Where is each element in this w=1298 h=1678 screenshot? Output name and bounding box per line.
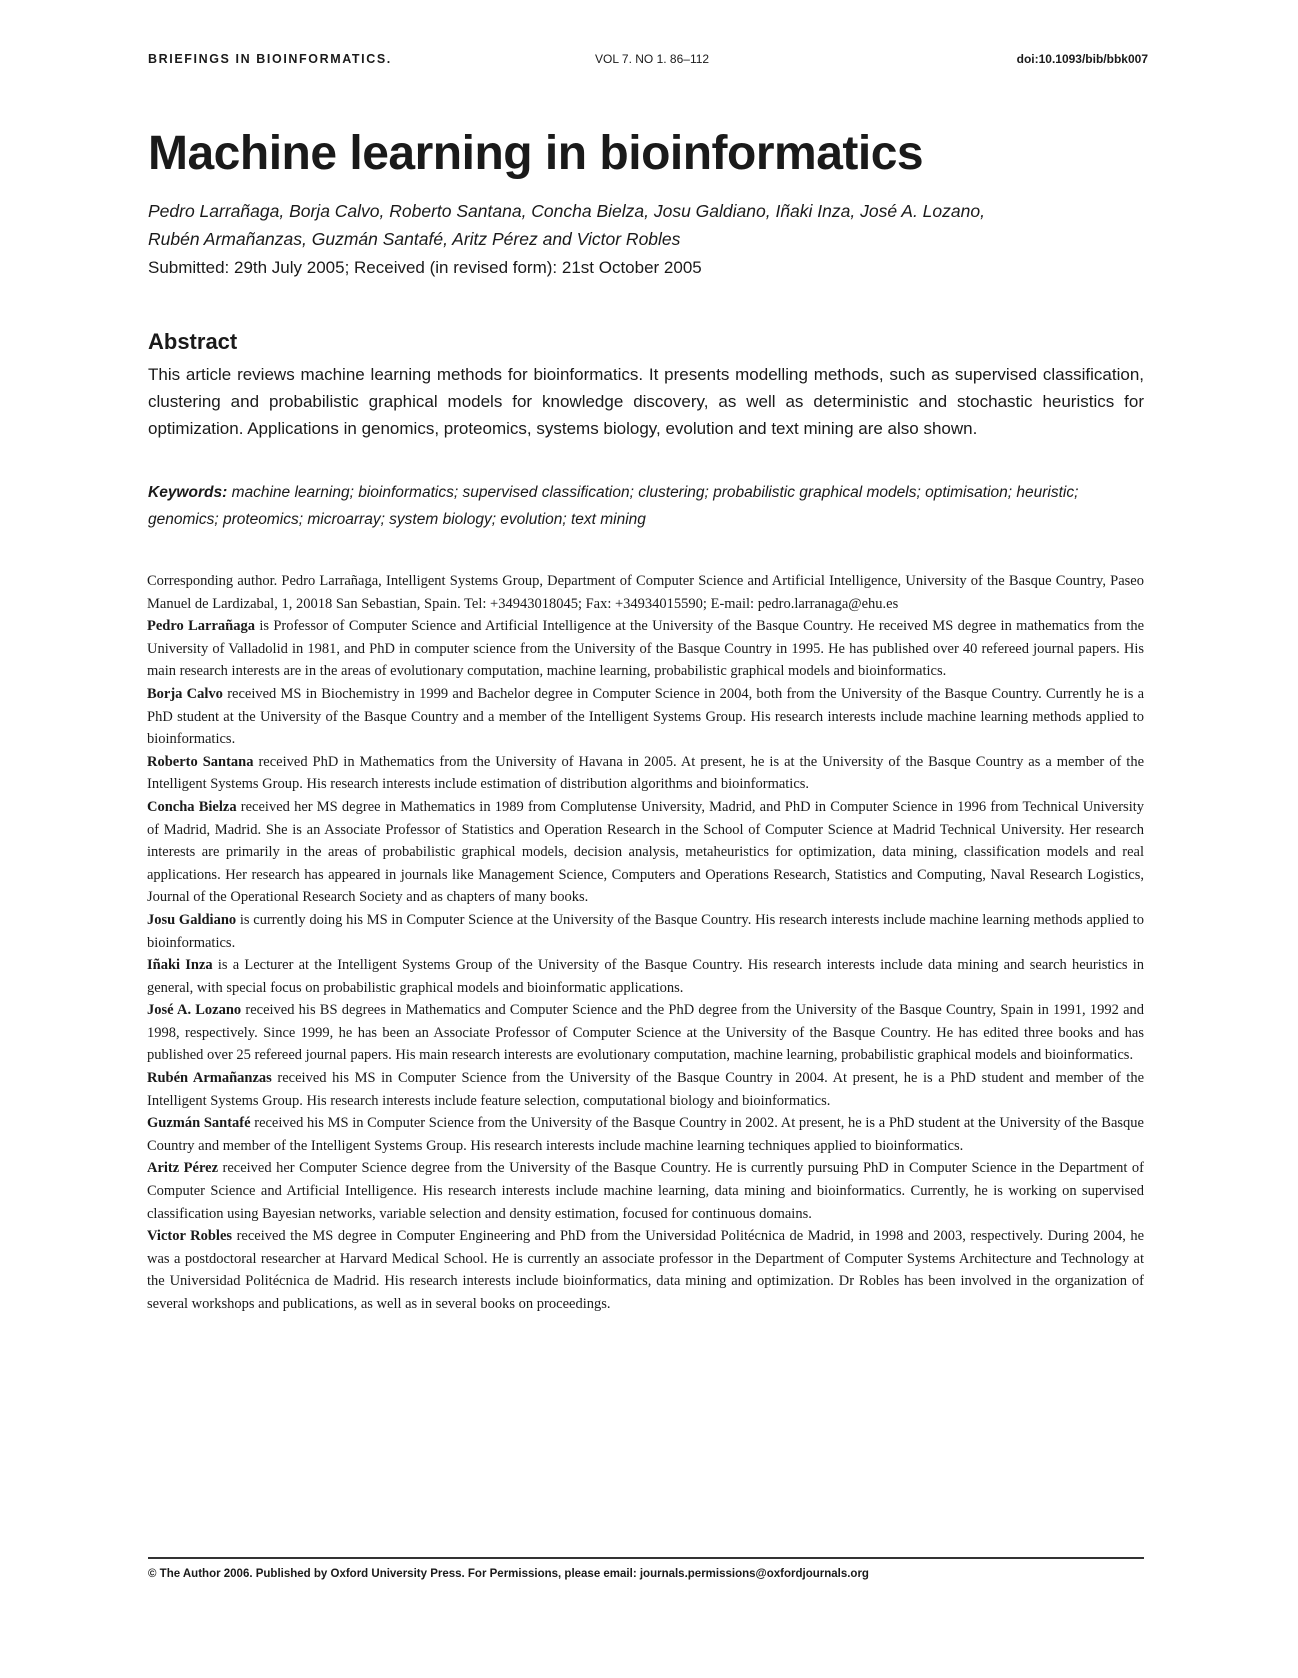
footer-rule [148,1557,1144,1559]
copyright-notice: © The Author 2006. Published by Oxford University Press. For Permissions, please email: journals.permissions@oxfordjournals.org [148,1568,869,1580]
bio-text: is a Lecturer at the Intelligent Systems Group of the University of the Basque Country. His research interests include data mining and search heuristics in general, with special focus on probabilistic graphical models and bioinformatic applications. [147,957,1145,996]
bio-text: received her Computer Science degree from the University of the Basque Country. He is currently pursuing PhD in Computer Science in the Department of Computer Science and Artificial Intelligence. His research interests include machine learning, data mining and bioinformatics. Currently, he is working on supervised classification using Bayesian networks, variable selection and density estimation, focused for continuous domains. [147,1160,1144,1222]
bio-name: Aritz Pérez [147,1160,219,1177]
abstract-text: This article reviews machine learning methods for bioinformatics. It presents modelling methods, such as supervised classification, clustering and probabilistic graphical models for knowledge discovery, as well as deterministic and stochastic heuristics for optimization. Applications in genomics, proteomics, systems biology, evolution and text mining are also shown. [148,365,1144,438]
running-header [148,52,1148,72]
author-biographies [147,570,1144,1316]
bio-text: received the MS degree in Computer Engineering and PhD from the Universidad Politécnica de Madrid, in 1998 and 2003, respectively. During 2004, he was a postdoctoral researcher at Harvard Medical School. He is currently an associate professor in the Department of Computer Systems Architecture and Technology at the Universidad Politécnica de Madrid. His research interests include bioinformatics, data mining and optimization. Dr Robles has been involved in the organization of several workshops and publications, as well as in several books on proceedings. [147,1228,1145,1312]
bio-text: received MS in Biochemistry in 1999 and Bachelor degree in Computer Science in 2004, both from the University of the Basque Country. Currently he is a PhD student at the University of the Basque Country and a member of the Intelligent Systems Group. His research interests include machine learning methods applied to bioinformatics. [147,685,1145,748]
bio-name: Guzmán Santafé [147,1115,251,1132]
bio-paragraph [147,999,1144,1067]
article-title: Machine learning in bioinformatics [148,127,924,180]
volume-info: VOL 7. NO 1. 86–112 [595,52,710,66]
bio-name: Concha Bielza [147,798,237,815]
bio-paragraph [147,751,1144,796]
bio-name: Borja Calvo [147,685,223,702]
keywords-label: Keywords: [148,484,228,501]
bio-paragraph [147,615,1144,683]
bio-paragraph [147,1225,1144,1315]
bio-paragraph [147,1157,1144,1225]
doi: doi:10.1093/bib/bbk007 [1016,52,1148,66]
author-list [148,197,1048,253]
bio-name: Roberto Santana [147,753,254,770]
bio-paragraph [147,683,1144,751]
submission-dates: Submitted: 29th July 2005; Received (in revised form): 21st October 2005 [148,258,702,277]
bio-name: Rubén Armañanzas [147,1070,272,1087]
bio-paragraph [147,954,1144,999]
author-line: Pedro Larrañaga, Borja Calvo, Roberto Santana, Concha Bielza, Josu Galdiano, Iñaki Inza, José A. Lozano, [148,201,985,221]
bio-paragraph [147,796,1144,909]
bio-name: Iñaki Inza [147,957,213,974]
bio-text: received his MS in Computer Science from the University of the Basque Country in 2004. At present, he is a PhD student and member of the Intelligent Systems Group. His research interests include feature selection, computational biology and bioinformatics. [147,1070,1145,1109]
bio-text: is Professor of Computer Science and Artificial Intelligence at the University of the Basque Country. He received MS degree in mathematics from the University of Valladolid in 1981, and PhD in computer science from the University of the Basque Country in 1995. He has published over 40 refereed journal papers. His main research interests are in the areas of evolutionary computation, machine learning, probabilistic graphical models and bioinformatics. [147,618,1145,680]
bio-text: received her MS degree in Mathematics in 1989 from Complutense University, Madrid, and PhD in Computer Science in 1996 from Technical University of Madrid, Madrid. She is an Associate Professor of Statistics and Operation Research in the School of Computer Science at Madrid Technical University. Her research interests are primarily in the areas of probabilistic graphical models, decision analysis, metaheuristics for optimization, data mining, classification models and real applications. Her research has appeared in journals like Management Science, Computers and Operations Research, Statistics and Computing, Naval Research Logistics, Journal of the Operational Research Society and as chapters of many books. [147,798,1145,906]
bio-name: Pedro Larrañaga [147,618,255,635]
bio-text: is currently doing his MS in Computer Science at the University of the Basque Country. His research interests include machine learning methods applied to bioinformatics. [147,911,1145,951]
bio-name: Josu Galdiano [147,911,237,928]
bio-text: received his BS degrees in Mathematics and Computer Science and the PhD degree from the University of the Basque Country, Spain in 1991, 1992 and 1998, respectively. Since 1999, he has been an Associate Professor of Computer Science at the University of the Basque Country. He has edited three books and has published over 25 refereed journal papers. His main research interests are evolutionary computation, machine learning, probabilistic graphical models and bioinformatics. [147,1002,1145,1064]
bio-name: José A. Lozano [147,1002,242,1019]
keywords [148,479,1144,533]
bio-paragraph [147,1067,1144,1112]
bio-text: received PhD in Mathematics from the University of Havana in 2005. At present, he is at the University of the Basque Country as a member of the Intelligent Systems Group. His research interests include estimation of distribution algorithms and bioinformatics. [147,753,1145,793]
bio-name: Victor Robles [147,1228,233,1245]
author-line: Rubén Armañanzas, Guzmán Santafé, Aritz Pérez and Victor Robles [148,229,681,249]
bio-text: received his MS in Computer Science from the University of the Basque Country in 2002. At present, he is a PhD student at the University of the Basque Country and member of the Intelligent Systems Group. His research interests include machine learning techniques applied to bioinformatics. [147,1115,1144,1154]
journal-name: BRIEFINGS IN BIOINFORMATICS. [148,52,392,66]
abstract-heading: Abstract [148,329,238,354]
keywords-text: machine learning; bioinformatics; supervised classification; clustering; probabilistic graphical models; optimisation; heuristic; genomics; proteomics; microarray; system biology; evolution; text mining [148,484,1079,528]
bio-paragraph [147,909,1144,954]
corresponding-author-note: Corresponding author. Pedro Larrañaga, Intelligent Systems Group, Department of Computer Science and Artificial Intelligence, University of the Basque Country, Paseo Manuel de Lardizabal, 1, 20018 San Sebastian, Spain. Tel: +34943018045; Fax: +34934015590; E-mail: pedro.larranaga@ehu.es [147,573,1144,612]
bio-paragraph [147,1112,1144,1157]
